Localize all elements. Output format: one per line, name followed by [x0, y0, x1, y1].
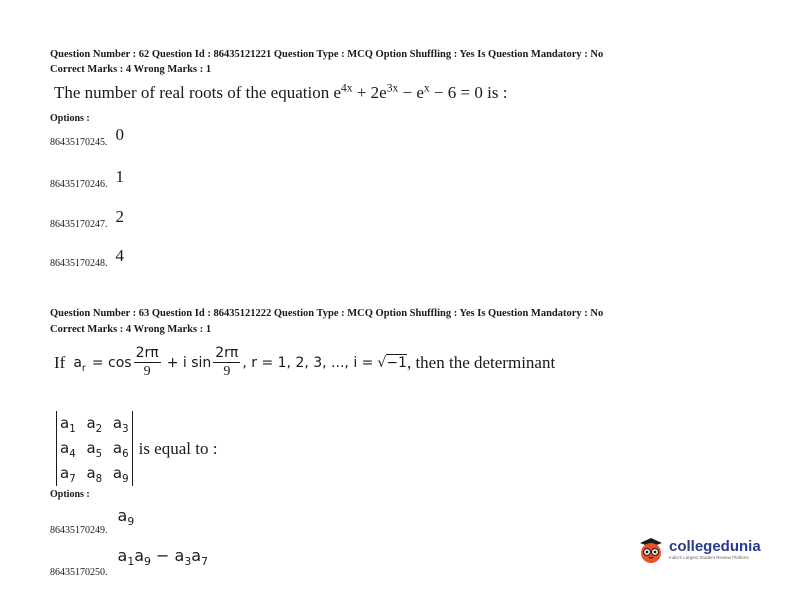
option-value: $a_9$: [117, 506, 135, 529]
det-row-1: $a_1$ $a_2$ $a_3$: [60, 414, 129, 435]
q62-question-text: The number of real roots of the equation $e^{4x} + 2e^{3x} - e^x - 6 = 0$ is :: [54, 81, 508, 102]
q63-options-label: Options :: [50, 489, 90, 500]
option-value: $a_1a_9 - a_3a_7$: [117, 546, 209, 569]
q62-option-2[interactable]: [50, 167, 124, 192]
collegedunia-logo: [636, 535, 761, 565]
option-value: 0: [115, 125, 124, 144]
option-id: 86435170248.: [50, 258, 108, 269]
option-value: 2: [115, 207, 124, 226]
option-value: 4: [115, 246, 124, 265]
q63-question-text: If $a_r$ = cos $\frac{2r\pi}{9}$ + i sin $\frac{2r\pi}{9}$ , r = 1, 2, 3, ..., i = √−1 , then the determinant: [54, 345, 556, 379]
det-row-3: $a_7$ $a_8$ $a_9$: [60, 464, 129, 485]
option-id: 86435170249.: [50, 525, 108, 536]
logo-name: collegedunia: [669, 538, 761, 555]
q62-meta-line1: Question Number : 62 Question Id : 86435121221 Question Type : MCQ Option Shuffling : Yes Is Question Mandatory : No: [50, 49, 604, 60]
q62-option-4[interactable]: [50, 246, 124, 271]
q63-meta-line2: Correct Marks : 4 Wrong Marks : 1: [50, 324, 212, 335]
det-tail-text: is equal to :: [138, 438, 218, 458]
determinant-matrix: [56, 411, 133, 486]
q62-meta-line2: Correct Marks : 4 Wrong Marks : 1: [50, 64, 212, 75]
logo-tagline: India's Largest Student Review Platform: [669, 555, 749, 560]
q63-meta-line1: Question Number : 63 Question Id : 86435121222 Question Type : MCQ Option Shuffling : Yes Is Question Mandatory : No: [50, 308, 604, 319]
q63-option-1[interactable]: [50, 506, 135, 536]
q63-option-2[interactable]: [50, 546, 209, 578]
option-value: 1: [115, 167, 124, 186]
option-id: 86435170250.: [50, 567, 108, 578]
det-row-2: $a_4$ $a_5$ $a_6$: [60, 439, 129, 460]
q62-options-label: Options :: [50, 113, 90, 124]
owl-face-icon: [636, 535, 666, 565]
option-id: 86435170245.: [50, 137, 108, 148]
q62-option-1[interactable]: [50, 125, 124, 150]
option-id: 86435170247.: [50, 219, 108, 230]
fraction: $\frac{2r\pi}{9}$: [215, 345, 239, 379]
q62-option-3[interactable]: [50, 207, 124, 232]
q63-determinant: [56, 411, 217, 486]
option-id: 86435170246.: [50, 179, 108, 190]
fraction: $\frac{2r\pi}{9}$: [135, 345, 159, 379]
